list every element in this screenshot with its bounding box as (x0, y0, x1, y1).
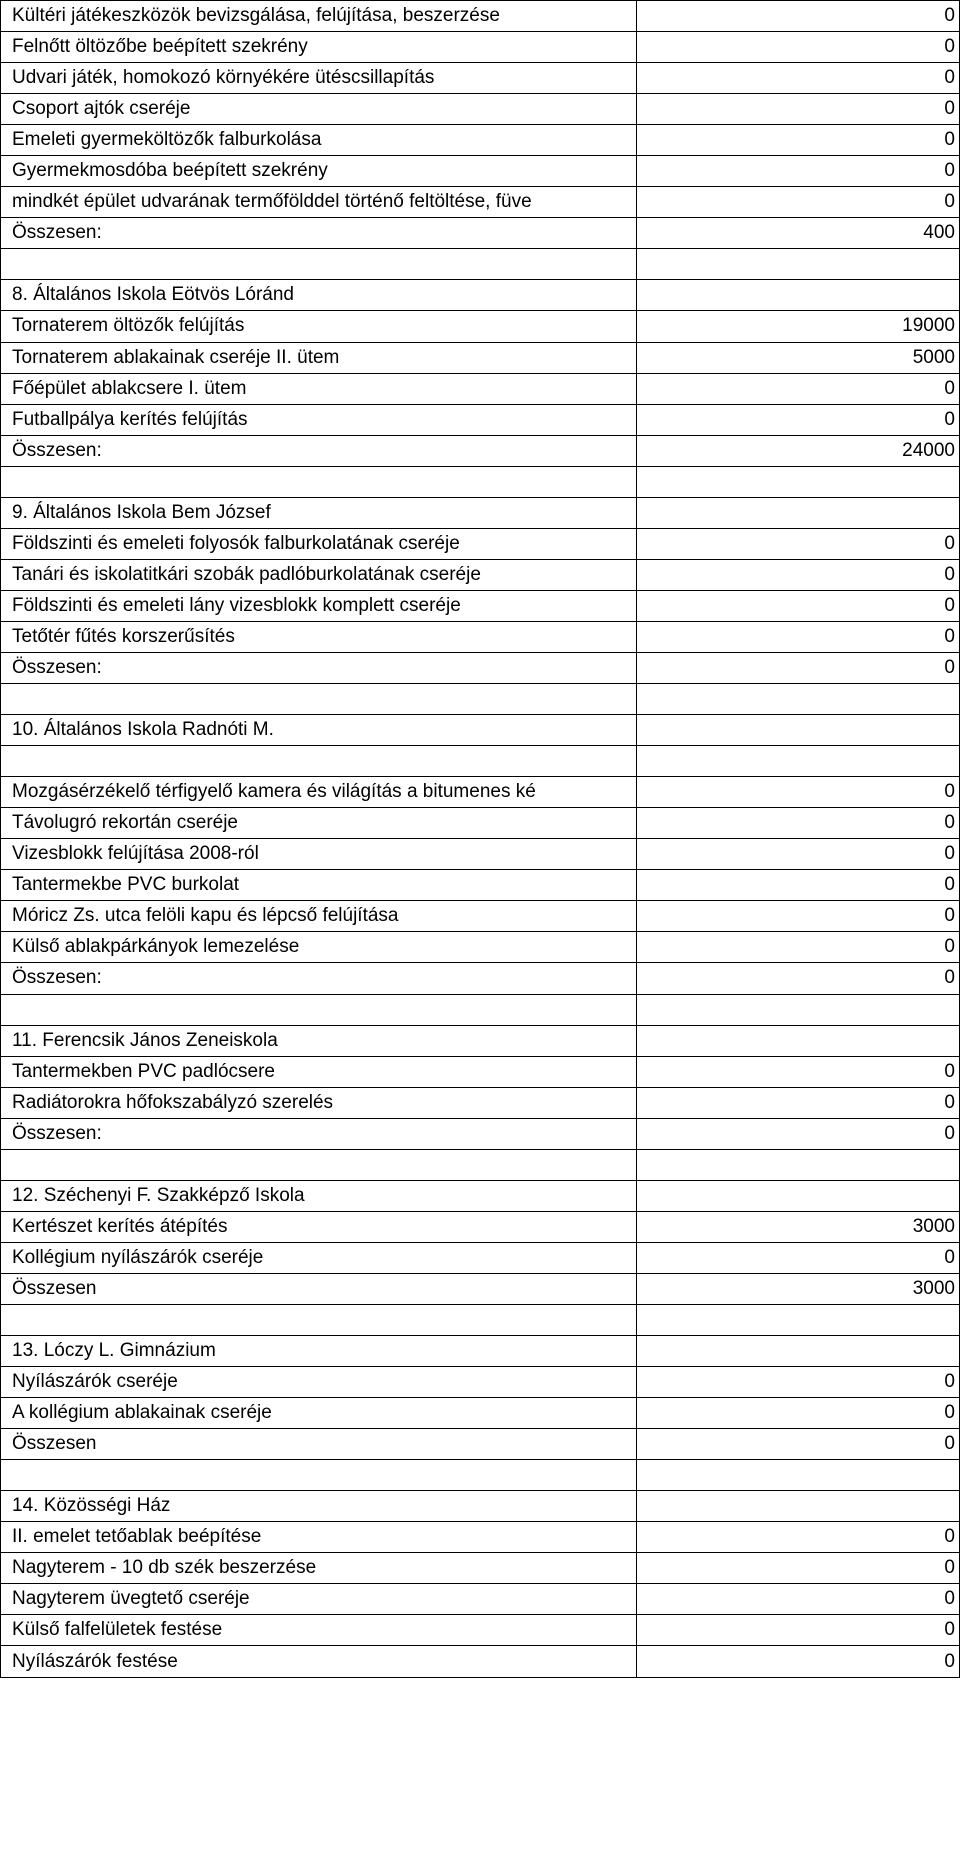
table-row (1, 1056, 960, 1087)
table-row (1, 187, 960, 218)
table-row (1, 590, 960, 621)
section-heading-row (1, 1025, 960, 1056)
item-value-cell: 0 (637, 808, 960, 839)
item-label-cell: Vizesblokk felújítása 2008-ról (1, 839, 637, 870)
item-value-cell (637, 994, 960, 1025)
item-label-cell: Nagyterem üvegtető cseréje (1, 1584, 637, 1615)
item-value-cell: 0 (637, 870, 960, 901)
item-label-cell: II. emelet tetőablak beépítése (1, 1522, 637, 1553)
blank-row (1, 994, 960, 1025)
item-value-cell (637, 1304, 960, 1335)
blank-row (1, 746, 960, 777)
item-value-cell: 0 (637, 1615, 960, 1646)
item-label-cell: 14. Közösségi Ház (1, 1491, 637, 1522)
item-label-cell: Mozgásérzékelő térfigyelő kamera és világítás a bitumenes ké (1, 777, 637, 808)
item-label-cell: Tanári és iskolatitkári szobák padlóburkolatának cseréje (1, 559, 637, 590)
total-row (1, 1429, 960, 1460)
table-row (1, 311, 960, 342)
table-row (1, 1553, 960, 1584)
item-value-cell: 0 (637, 1429, 960, 1460)
item-value-cell: 0 (637, 621, 960, 652)
item-value-cell (637, 746, 960, 777)
item-value-cell: 0 (637, 404, 960, 435)
item-value-cell: 19000 (637, 311, 960, 342)
item-value-cell: 0 (637, 1367, 960, 1398)
item-value-cell (637, 1336, 960, 1367)
table-row (1, 808, 960, 839)
item-value-cell (637, 684, 960, 715)
item-value-cell: 0 (637, 373, 960, 404)
budget-table-body (1, 1, 960, 1678)
table-row (1, 1242, 960, 1273)
item-value-cell (637, 1180, 960, 1211)
item-value-cell: 0 (637, 1242, 960, 1273)
item-label-cell: Gyermekmosdóba beépített szekrény (1, 156, 637, 187)
item-label-cell: Főépület ablakcsere I. ütem (1, 373, 637, 404)
section-heading-row (1, 1336, 960, 1367)
item-value-cell: 5000 (637, 342, 960, 373)
total-row (1, 652, 960, 683)
item-value-cell: 0 (637, 590, 960, 621)
item-value-cell: 0 (637, 528, 960, 559)
item-value-cell: 0 (637, 1, 960, 32)
section-heading-row (1, 1491, 960, 1522)
item-label-cell: Nagyterem - 10 db szék beszerzése (1, 1553, 637, 1584)
item-label-cell: Összesen: (1, 1118, 637, 1149)
item-label-cell (1, 684, 637, 715)
blank-row (1, 1460, 960, 1491)
item-label-cell: Összesen (1, 1273, 637, 1304)
item-value-cell: 0 (637, 1584, 960, 1615)
item-value-cell: 0 (637, 1056, 960, 1087)
item-value-cell (637, 249, 960, 280)
table-row (1, 1646, 960, 1677)
item-label-cell: Kültéri játékeszközök bevizsgálása, felújítása, beszerzése (1, 1, 637, 32)
item-value-cell: 400 (637, 218, 960, 249)
table-row (1, 1367, 960, 1398)
table-row (1, 839, 960, 870)
item-label-cell: Földszinti és emeleti folyosók falburkolatának cseréje (1, 528, 637, 559)
total-row (1, 1273, 960, 1304)
item-label-cell: Külső falfelületek festése (1, 1615, 637, 1646)
item-value-cell: 0 (637, 1087, 960, 1118)
item-label-cell: Összesen: (1, 963, 637, 994)
item-value-cell (637, 280, 960, 311)
item-label-cell: Kollégium nyílászárók cseréje (1, 1242, 637, 1273)
table-row (1, 1087, 960, 1118)
item-label-cell: Távolugró rekortán cseréje (1, 808, 637, 839)
item-value-cell: 0 (637, 1118, 960, 1149)
table-row (1, 94, 960, 125)
table-row (1, 1584, 960, 1615)
item-value-cell: 0 (637, 777, 960, 808)
item-value-cell: 0 (637, 652, 960, 683)
item-label-cell: Összesen: (1, 435, 637, 466)
item-label-cell: Tornaterem öltözők felújítás (1, 311, 637, 342)
item-value-cell: 0 (637, 63, 960, 94)
item-label-cell: Földszinti és emeleti lány vizesblokk komplett cseréje (1, 590, 637, 621)
item-label-cell (1, 466, 637, 497)
total-row (1, 963, 960, 994)
item-label-cell: Összesen (1, 1429, 637, 1460)
section-heading-row (1, 1180, 960, 1211)
total-row (1, 435, 960, 466)
item-label-cell: 11. Ferencsik János Zeneiskola (1, 1025, 637, 1056)
table-row (1, 373, 960, 404)
item-label-cell: 8. Általános Iskola Eötvös Lóránd (1, 280, 637, 311)
table-row (1, 342, 960, 373)
table-row (1, 1522, 960, 1553)
table-row (1, 559, 960, 590)
item-value-cell: 0 (637, 932, 960, 963)
table-row (1, 404, 960, 435)
item-label-cell (1, 1149, 637, 1180)
item-value-cell (637, 1460, 960, 1491)
table-row (1, 125, 960, 156)
item-value-cell: 0 (637, 94, 960, 125)
blank-row (1, 466, 960, 497)
blank-row (1, 1304, 960, 1335)
item-value-cell: 0 (637, 963, 960, 994)
item-value-cell (637, 1025, 960, 1056)
item-label-cell: 12. Széchenyi F. Szakképző Iskola (1, 1180, 637, 1211)
item-value-cell (637, 497, 960, 528)
item-value-cell: 0 (637, 839, 960, 870)
item-label-cell (1, 1304, 637, 1335)
table-row (1, 1398, 960, 1429)
section-heading-row (1, 497, 960, 528)
item-value-cell: 0 (637, 32, 960, 63)
blank-row (1, 1149, 960, 1180)
item-value-cell: 0 (637, 156, 960, 187)
item-value-cell (637, 715, 960, 746)
item-value-cell: 3000 (637, 1211, 960, 1242)
table-row (1, 32, 960, 63)
item-value-cell: 0 (637, 1646, 960, 1677)
item-label-cell (1, 1460, 637, 1491)
item-label-cell: Külső ablakpárkányok lemezelése (1, 932, 637, 963)
item-label-cell: Radiátorokra hőfokszabályzó szerelés (1, 1087, 637, 1118)
item-value-cell: 0 (637, 1553, 960, 1584)
item-value-cell: 0 (637, 187, 960, 218)
item-label-cell: Kertészet kerítés átépítés (1, 1211, 637, 1242)
item-value-cell (637, 466, 960, 497)
item-value-cell: 0 (637, 1522, 960, 1553)
table-row (1, 528, 960, 559)
table-row (1, 63, 960, 94)
item-value-cell: 3000 (637, 1273, 960, 1304)
item-label-cell: Nyílászárók cseréje (1, 1367, 637, 1398)
item-label-cell: mindkét épület udvarának termőfölddel történő feltöltése, füve (1, 187, 637, 218)
section-heading-row (1, 715, 960, 746)
item-value-cell: 0 (637, 559, 960, 590)
table-row (1, 777, 960, 808)
item-label-cell (1, 994, 637, 1025)
item-label-cell: Futballpálya kerítés felújítás (1, 404, 637, 435)
item-label-cell: Nyílászárók festése (1, 1646, 637, 1677)
item-value-cell: 0 (637, 1398, 960, 1429)
section-heading-row (1, 280, 960, 311)
table-row (1, 1, 960, 32)
blank-row (1, 249, 960, 280)
item-value-cell: 24000 (637, 435, 960, 466)
total-row (1, 1118, 960, 1149)
item-label-cell (1, 249, 637, 280)
item-label-cell: Udvari játék, homokozó környékére ütéscsillapítás (1, 63, 637, 94)
table-row (1, 1615, 960, 1646)
total-row (1, 218, 960, 249)
table-row (1, 901, 960, 932)
item-label-cell: Összesen: (1, 218, 637, 249)
item-label-cell: Tantermekben PVC padlócsere (1, 1056, 637, 1087)
item-label-cell: Tantermekbe PVC burkolat (1, 870, 637, 901)
item-label-cell: Összesen: (1, 652, 637, 683)
item-label-cell: Felnőtt öltözőbe beépített szekrény (1, 32, 637, 63)
table-row (1, 621, 960, 652)
blank-row (1, 684, 960, 715)
item-value-cell: 0 (637, 901, 960, 932)
table-row (1, 870, 960, 901)
item-label-cell: Tetőtér fűtés korszerűsítés (1, 621, 637, 652)
item-value-cell: 0 (637, 125, 960, 156)
item-value-cell (637, 1149, 960, 1180)
item-label-cell: 9. Általános Iskola Bem József (1, 497, 637, 528)
item-label-cell: Emeleti gyermeköltözők falburkolása (1, 125, 637, 156)
item-label-cell (1, 746, 637, 777)
item-label-cell: Csoport ajtók cseréje (1, 94, 637, 125)
item-label-cell: Móricz Zs. utca felöli kapu és lépcső felújítása (1, 901, 637, 932)
item-label-cell: A kollégium ablakainak cseréje (1, 1398, 637, 1429)
table-row (1, 1211, 960, 1242)
table-row (1, 156, 960, 187)
item-value-cell (637, 1491, 960, 1522)
item-label-cell: Tornaterem ablakainak cseréje II. ütem (1, 342, 637, 373)
item-label-cell: 13. Lóczy L. Gimnázium (1, 1336, 637, 1367)
table-row (1, 932, 960, 963)
item-label-cell: 10. Általános Iskola Radnóti M. (1, 715, 637, 746)
